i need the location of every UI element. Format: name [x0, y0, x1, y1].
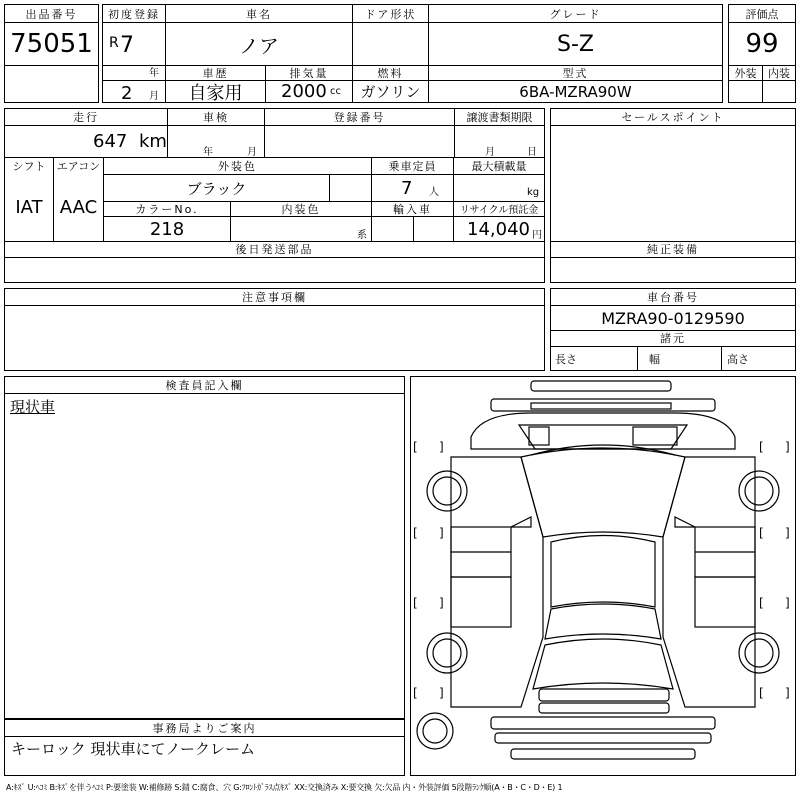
ext-color: ブラック — [186, 179, 247, 198]
svg-text:]: ] — [439, 526, 444, 540]
svg-text:[: [ — [413, 526, 418, 540]
score-label: 評価点 — [745, 7, 779, 21]
era-label: R — [109, 35, 119, 51]
width-label: 幅 — [649, 352, 660, 366]
chassis-no: MZRA90-0129590 — [601, 308, 745, 328]
svg-text:]: ] — [439, 440, 444, 454]
capacity-unit: 人 — [429, 187, 439, 198]
capacity-label: 乗車定員 — [388, 159, 437, 173]
inspector-box — [4, 376, 405, 719]
door-label: ドア形状 — [364, 7, 417, 21]
car-name-label: 車名 — [246, 7, 272, 21]
svg-text:[: [ — [413, 686, 418, 700]
length-label: 長さ — [555, 352, 577, 366]
inspector-label: 検査員記入欄 — [165, 379, 244, 392]
vehicle-info-table — [102, 4, 723, 103]
mileage-unit: km — [139, 131, 167, 152]
reg-year-unit: 年 — [149, 68, 159, 79]
svg-text:]: ] — [439, 686, 444, 700]
office-box — [4, 719, 405, 776]
displacement-label: 排気量 — [289, 66, 329, 80]
svg-text:[: [ — [759, 596, 764, 610]
shift: IAT — [15, 197, 43, 218]
height-label: 高さ — [727, 352, 749, 366]
ac-label: エアコン — [56, 159, 101, 173]
sales-point-box — [550, 108, 796, 283]
mileage: 647 — [93, 131, 128, 152]
int-color-unit: 系 — [357, 230, 367, 241]
genuine-label: 純正装備 — [647, 243, 699, 256]
color-no: 218 — [149, 218, 185, 240]
first-reg-label: 初度登録 — [108, 7, 160, 21]
lot-number-label: 出品番号 — [25, 7, 78, 21]
notes-box — [4, 288, 545, 371]
svg-text:[: [ — [759, 686, 764, 700]
recycle-unit: 円 — [532, 230, 542, 241]
svg-text:[: [ — [759, 526, 764, 540]
grade: S-Z — [557, 31, 594, 57]
car-body-diagram — [411, 377, 795, 775]
reg-month: 2 — [121, 83, 133, 104]
interior-label: 内装 — [768, 66, 790, 80]
history-label: 車歴 — [202, 66, 229, 80]
sales-point-label: セールスポイント — [621, 111, 725, 124]
detail-table — [4, 108, 545, 283]
later-parts-label: 後日発送部品 — [235, 243, 314, 256]
svg-text:]: ] — [439, 596, 444, 610]
capacity: 7 — [401, 177, 413, 199]
max-load-unit: kg — [527, 187, 540, 198]
dims-label: 諸元 — [660, 332, 686, 345]
legend: A:ｷｽﾞ U:ﾍｺﾐ B:ｷｽﾞを伴うﾍｺﾐ P:要塗装 W:補修跡 S:錆 C:腐食、穴 G:ﾌﾛﾝﾄｶﾞﾗｽ点ｷｽﾞ XX:交換済み X:要交換 欠:欠品 内・外装評価 5段階ﾗﾝｸ順(A・B・C・D・E) 1 — [6, 782, 563, 792]
svg-text:]: ] — [785, 596, 790, 610]
office-note: キーロック 現状車にてノークレーム — [11, 739, 256, 758]
inspection-month-unit: 月 — [247, 147, 257, 158]
displacement: 2000 — [281, 81, 327, 102]
svg-text:]: ] — [785, 686, 790, 700]
import-label: 輸入車 — [393, 202, 432, 216]
transfer-label: 譲渡書類期限 — [466, 111, 533, 124]
office-label: 事務局よりご案内 — [152, 722, 257, 735]
ext-color-label: 外装色 — [218, 159, 257, 173]
notes-label: 注意事項欄 — [242, 291, 307, 304]
color-no-label: カラーNo. — [135, 202, 199, 216]
score: 99 — [745, 29, 779, 59]
mileage-label: 走行 — [73, 111, 99, 124]
max-load-label: 最大積載量 — [471, 159, 527, 173]
svg-text:[: [ — [759, 440, 764, 454]
exterior-label: 外装 — [734, 66, 757, 80]
reg-no-label: 登録番号 — [333, 111, 386, 124]
reg-year: 7 — [120, 33, 134, 58]
ac: AAC — [59, 197, 98, 218]
transfer-day-unit: 日 — [527, 147, 537, 158]
lot-number: 75051 — [10, 29, 93, 59]
model: 6BA-MZRA90W — [519, 82, 632, 101]
shift-label: シフト — [12, 159, 46, 173]
chassis-label: 車台番号 — [647, 291, 699, 304]
car-name: ノア — [239, 33, 279, 58]
displacement-unit: cc — [330, 86, 341, 97]
fuel: ガソリン — [360, 83, 421, 101]
inspection-label: 車検 — [203, 111, 229, 124]
int-color-label: 内装色 — [281, 202, 321, 216]
model-label: 型式 — [562, 66, 589, 80]
fuel-label: 燃料 — [377, 66, 404, 80]
car-diagram-box — [410, 376, 796, 776]
inspection-year-unit: 年 — [203, 147, 213, 158]
chassis-box — [550, 288, 796, 371]
recycle: 14,040 — [467, 218, 530, 240]
svg-text:]: ] — [785, 526, 790, 540]
lot-number-box — [4, 4, 99, 103]
reg-month-unit: 月 — [149, 91, 159, 102]
svg-text:[: [ — [413, 440, 418, 454]
grade-label: グレード — [549, 7, 602, 21]
svg-text:[: [ — [413, 596, 418, 610]
score-box — [728, 4, 796, 103]
transfer-month-unit: 月 — [485, 147, 495, 158]
svg-text:]: ] — [785, 440, 790, 454]
recycle-label: リサイクル預託金 — [459, 205, 539, 216]
history: 自家用 — [188, 82, 243, 104]
inspector-note: 現状車 — [10, 397, 56, 416]
